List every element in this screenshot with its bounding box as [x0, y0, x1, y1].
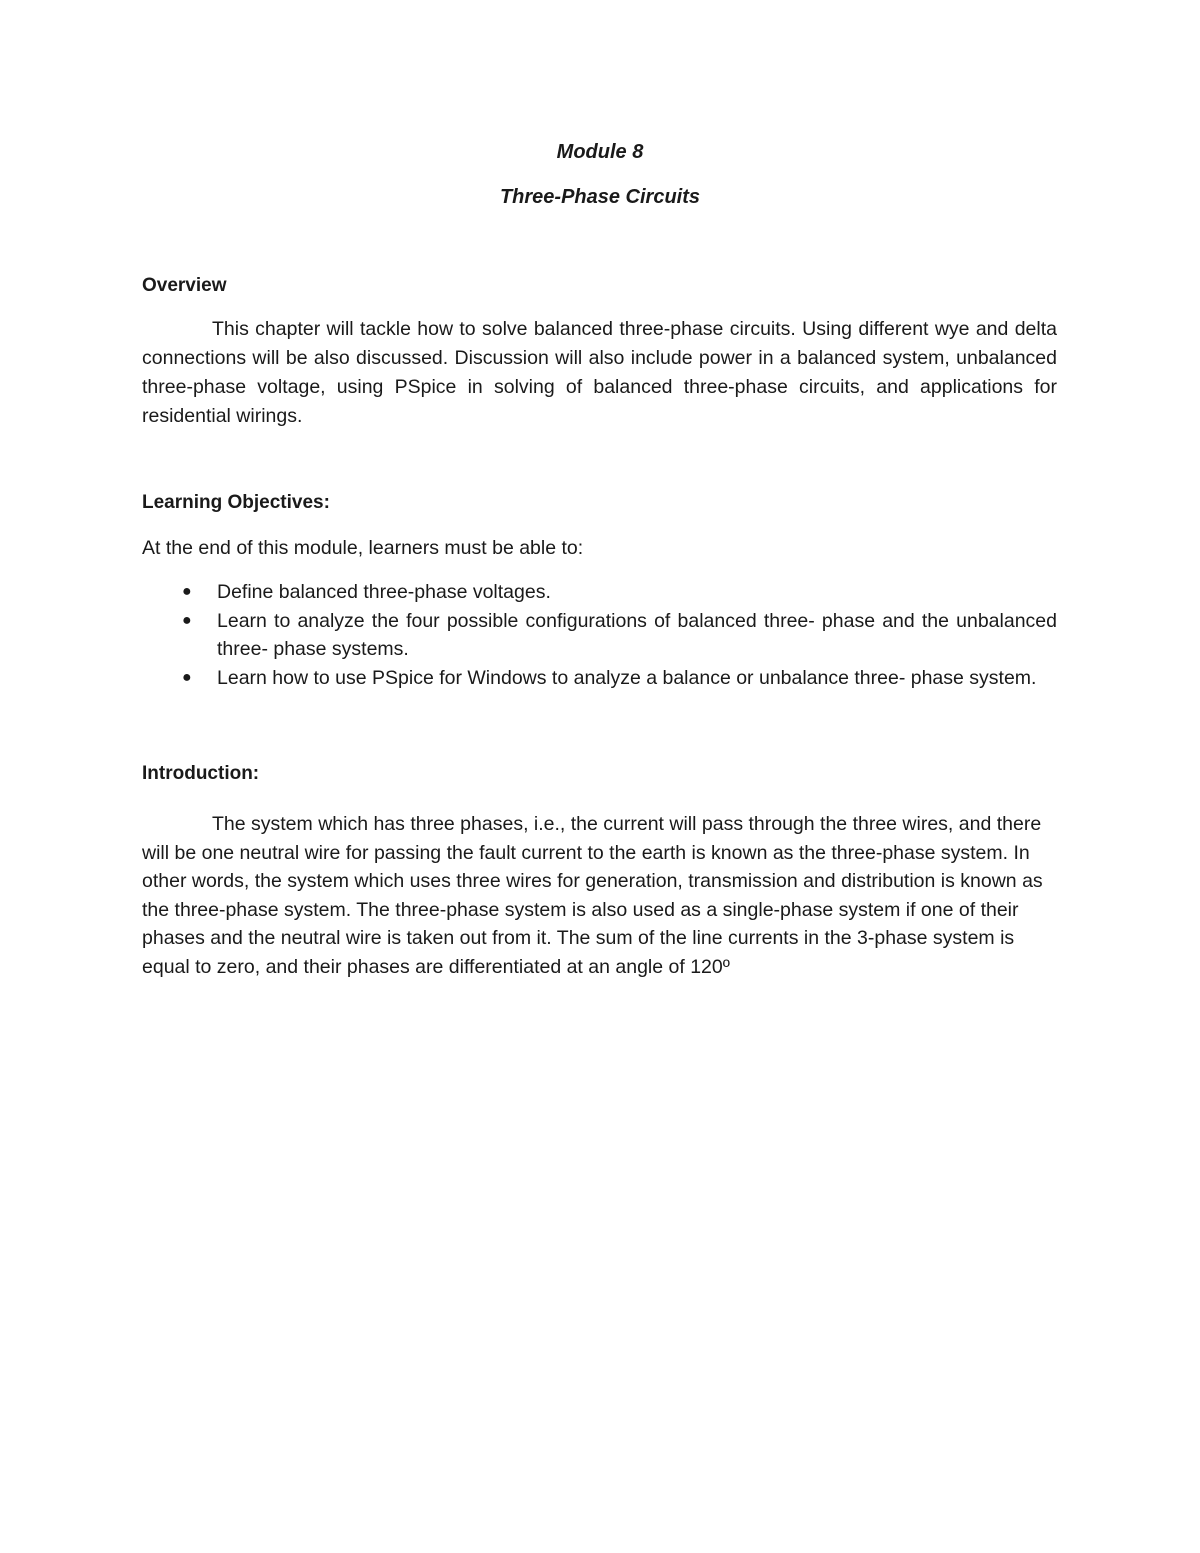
- list-item: [142, 578, 1057, 607]
- introduction-heading: Introduction:: [142, 763, 260, 784]
- introduction-paragraph: The system which has three phases, i.e., the current will pass through the three wires, and there will be one neutral wire for passing the fault current to the earth is known as the three-phase system. In other words, the system which uses three wires for generation, transmission and distribution is known as the three-phase system. The three-phase system is also used as a single-phase system if one of their phases and the neutral wire is taken out from it. The sum of the line currents in the 3-phase system is equal to zero, and their phases are differentiated at an angle of 120º: [142, 813, 1043, 978]
- bullet-icon: ●: [182, 583, 192, 600]
- list-item-text: Learn how to use PSpice for Windows to analyze a balance or unbalance three- phase system.: [217, 666, 1037, 689]
- objectives-intro: At the end of this module, learners must be able to:: [142, 537, 584, 559]
- objectives-heading: Learning Objectives:: [142, 492, 330, 513]
- module-subtitle: Three-Phase Circuits: [499, 186, 701, 208]
- bullet-icon: ●: [182, 611, 192, 629]
- objectives-list: [142, 578, 1057, 692]
- list-item: [142, 664, 1057, 693]
- module-title: Module 8: [556, 141, 644, 163]
- bullet-icon: ●: [182, 668, 192, 686]
- list-item-text: Learn to analyze the four possible configurations of balanced three- phase and the unbalanced three- phase systems.: [217, 609, 1057, 660]
- overview-paragraph: This chapter will tackle how to solve balanced three-phase circuits. Using different wye and delta connections will be also discussed. Discussion will also include power in a balanced system, unbalanced three-phase voltage, using PSpice in solving of balanced three-phase circuits, and applications for residential wirings.: [142, 318, 1057, 427]
- list-item-text: Define balanced three-phase voltages.: [217, 581, 551, 603]
- list-item: [142, 607, 1057, 664]
- overview-heading: Overview: [142, 275, 227, 296]
